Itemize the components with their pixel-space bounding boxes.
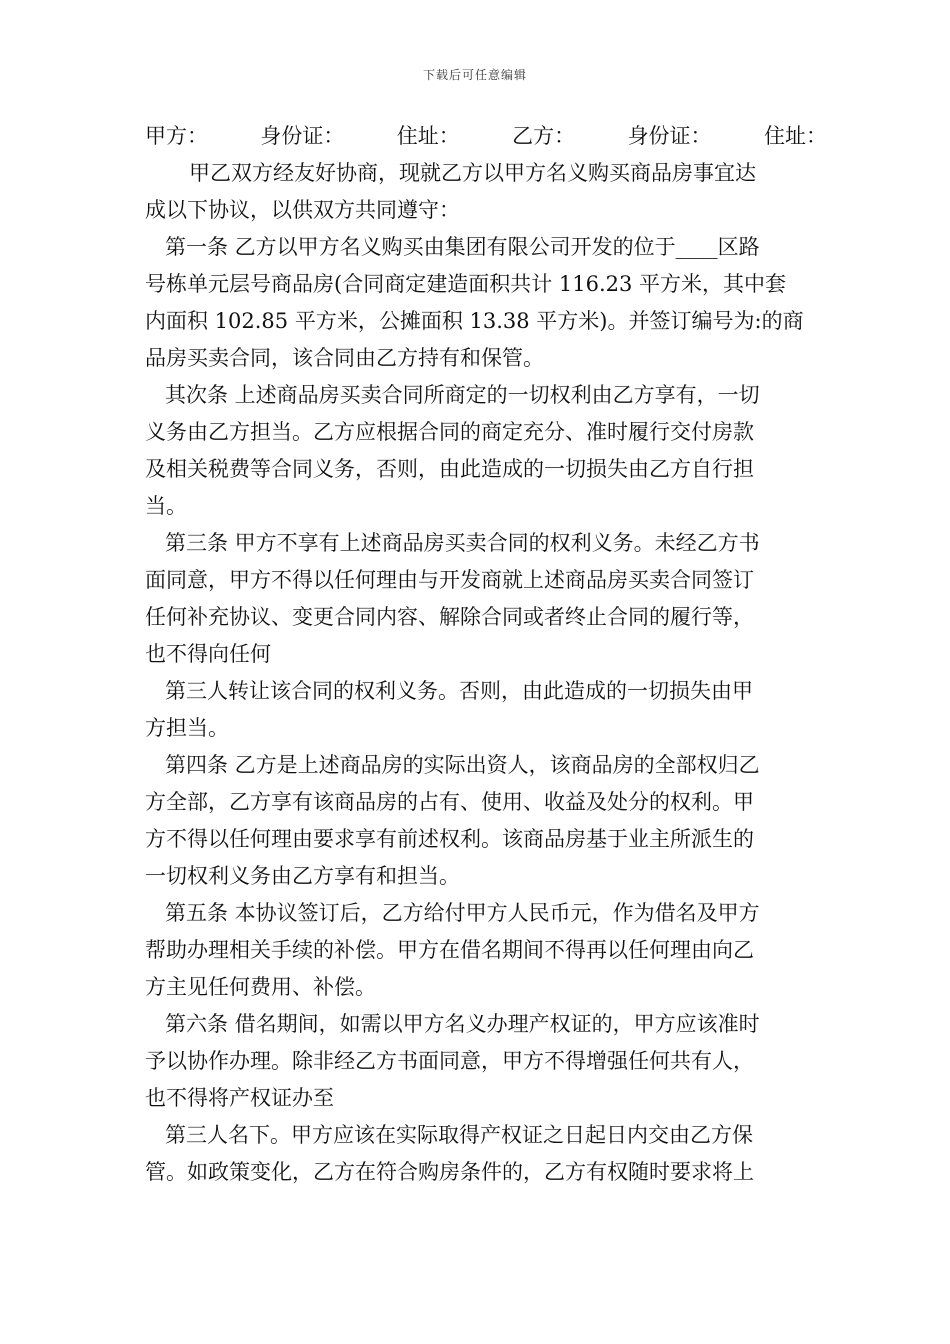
article-5-line: 帮助办理相关手续的补偿。甲方在借名期间不得再以任何理由向乙 <box>145 938 754 962</box>
article-3-line: 方担当。 <box>145 716 229 740</box>
article-6-line: 第六条 借名期间，如需以甲方名义办理产权证的，甲方应该准时 <box>165 1012 760 1036</box>
article-1-line: 内面积 102.85 平方米，公摊面积 13.38 平方米)。并签订编号为:的商 <box>145 309 804 333</box>
article-1-line: 号栋单元层号商品房(合同商定建造面积共计 116.23 平方米，其中套 <box>145 272 787 296</box>
article-3-line: 第三人转让该合同的权利义务。否则，由此造成的一切损失由甲 <box>165 679 753 703</box>
article-3-line: 面同意，甲方不得以任何理由与开发商就上述商品房买卖合同签订 <box>145 568 754 592</box>
article-4-line: 方全部，乙方享有该商品房的占有、使用、收益及处分的权利。甲 <box>145 790 754 814</box>
preamble-line: 甲乙双方经友好协商，现就乙方以甲方名义购买商品房事宜达 <box>189 161 756 185</box>
party-a-label: 甲方： <box>145 124 208 148</box>
article-2-line: 当。 <box>145 494 187 518</box>
article-4-line: 方不得以任何理由要求享有前述权利。该商品房基于业主所派生的 <box>145 827 754 851</box>
article-5-line: 方主见任何费用、补偿。 <box>145 975 376 999</box>
article-6-line: 也不得将产权证办至 <box>145 1086 334 1110</box>
party-b-label: 乙方： <box>512 124 576 148</box>
article-4-line: 一切权利义务由乙方享有和担当。 <box>145 864 460 888</box>
article-1-line: 第一条 乙方以甲方名义购买由集团有限公司开发的位于____区路 <box>165 235 760 259</box>
article-6-line: 第三人名下。甲方应该在实际取得产权证之日起日内交由乙方保 <box>165 1123 753 1147</box>
article-6-line: 管。如政策变化，乙方在符合购房条件的，乙方有权随时要求将上 <box>145 1160 754 1184</box>
header-note: 下载后可任意编辑 <box>422 68 527 82</box>
article-6-line: 予以协作办理。除非经乙方书面同意，甲方不得增强任何共有人， <box>145 1049 754 1073</box>
parties-line <box>145 118 827 155</box>
article-5-line: 第五条 本协议签订后，乙方给付甲方人民币元，作为借名及甲方 <box>165 901 760 925</box>
article-3-line: 第三条 甲方不享有上述商品房买卖合同的权利义务。未经乙方书 <box>165 531 760 555</box>
party-a-id-label: 身份证： <box>260 124 345 148</box>
article-2-line: 及相关税费等合同义务，否则，由此造成的一切损失由乙方自行担 <box>145 457 754 481</box>
article-4-line: 第四条 乙方是上述商品房的实际出资人，该商品房的全部权归乙 <box>165 753 760 777</box>
article-3-line: 任何补充协议、变更合同内容、解除合同或者终止合同的履行等， <box>145 605 754 629</box>
article-1-line: 品房买卖合同，该合同由乙方持有和保管。 <box>145 346 544 370</box>
party-a-address-label: 住址： <box>396 124 460 148</box>
party-b-id-label: 身份证： <box>627 124 712 148</box>
document-body <box>145 118 827 1191</box>
article-2-line: 其次条 上述商品房买卖合同所商定的一切权利由乙方享有，一切 <box>165 383 760 407</box>
article-3-line: 也不得向任何 <box>145 642 271 666</box>
article-2-line: 义务由乙方担当。乙方应根据合同的商定充分、准时履行交付房款 <box>145 420 754 444</box>
party-b-address-label: 住址： <box>763 124 827 148</box>
preamble-line: 成以下协议，以供双方共同遵守： <box>145 198 460 222</box>
